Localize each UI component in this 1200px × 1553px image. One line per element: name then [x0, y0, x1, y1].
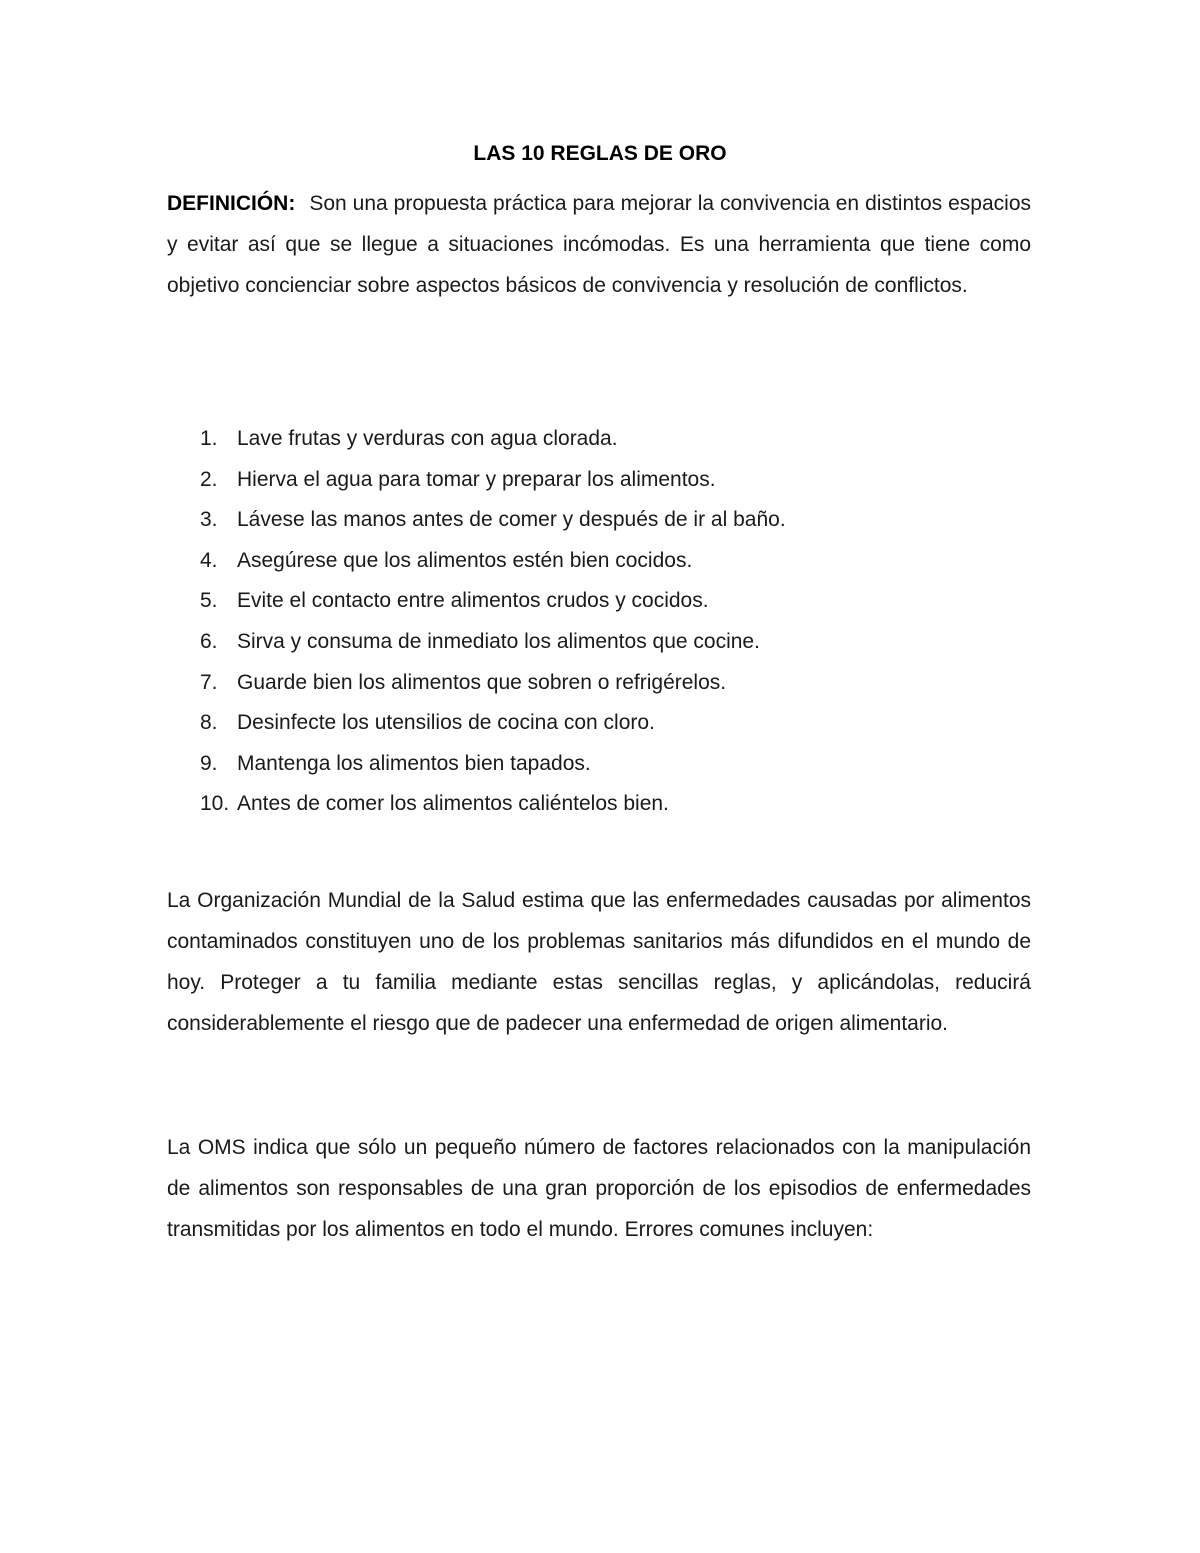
rule-text: Hierva el agua para tomar y preparar los alimentos. [237, 467, 716, 491]
rule-text: Asegúrese que los alimentos estén bien cocidos. [237, 548, 693, 572]
definition-paragraph [167, 183, 1031, 306]
rule-text: Mantenga los alimentos bien tapados. [237, 751, 591, 775]
list-item [200, 622, 1020, 663]
rule-text: Guarde bien los alimentos que sobren o refrigérelos. [237, 670, 727, 694]
list-item [200, 663, 1020, 704]
rule-text: Lávese las manos antes de comer y después de ir al baño. [237, 508, 786, 532]
rule-number: 6. [200, 629, 218, 653]
list-item [200, 703, 1020, 744]
rule-number: 7. [200, 670, 218, 694]
rule-text: Lave frutas y verduras con agua clorada. [237, 427, 618, 450]
list-item [200, 581, 1020, 622]
list-item [200, 541, 1020, 582]
rule-number: 1. [200, 427, 218, 450]
list-item [200, 744, 1020, 785]
list-item [200, 500, 1020, 541]
oms-paragraph: La Organización Mundial de la Salud estima que las enfermedades causadas por alimentos contaminados constituyen uno de los problemas sanitarios más difundidos en el mundo de hoy. Proteger a tu familia mediante estas sencillas reglas, y aplicándolas, reducirá considerablemente el riesgo que de padecer una enfermedad de origen alimentario. [167, 889, 1031, 1035]
list-item [200, 419, 1020, 460]
definition-label: DEFINICIÓN: [167, 192, 296, 215]
rules-list [200, 419, 1020, 825]
rule-number: 10. [200, 792, 230, 816]
oms-factors-paragraph: La OMS indica que sólo un pequeño número de factores relacionados con la manipulación de alimentos son responsables de una gran proporción de los episodios de enfermedades transmitidas por los alimentos en todo el mundo. Errores comunes incluyen: [167, 1136, 1031, 1241]
rule-text: Evite el contacto entre alimentos crudos y cocidos. [237, 589, 709, 613]
rule-text: Desinfecte los utensilios de cocina con cloro. [237, 711, 655, 735]
rule-number: 4. [200, 548, 218, 572]
rule-number: 5. [200, 589, 218, 613]
list-item [200, 784, 1020, 825]
rule-number: 2. [200, 467, 218, 491]
definition-text: Son una propuesta práctica para mejorar la convivencia en distintos espacios y evitar así que se llegue a situaciones incómodas. Es una herramienta que tiene como objetivo concienciar sobre aspectos básicos de convivencia y resolución de conflictos. [167, 192, 1031, 297]
rule-number: 3. [200, 508, 218, 532]
list-item [200, 460, 1020, 501]
rule-text: Antes de comer los alimentos caliéntelos bien. [237, 792, 669, 816]
rule-number: 8. [200, 711, 218, 735]
rule-text: Sirva y consuma de inmediato los alimentos que cocine. [237, 629, 760, 653]
rule-number: 9. [200, 751, 218, 775]
document-title: LAS 10 REGLAS DE ORO [473, 142, 727, 165]
